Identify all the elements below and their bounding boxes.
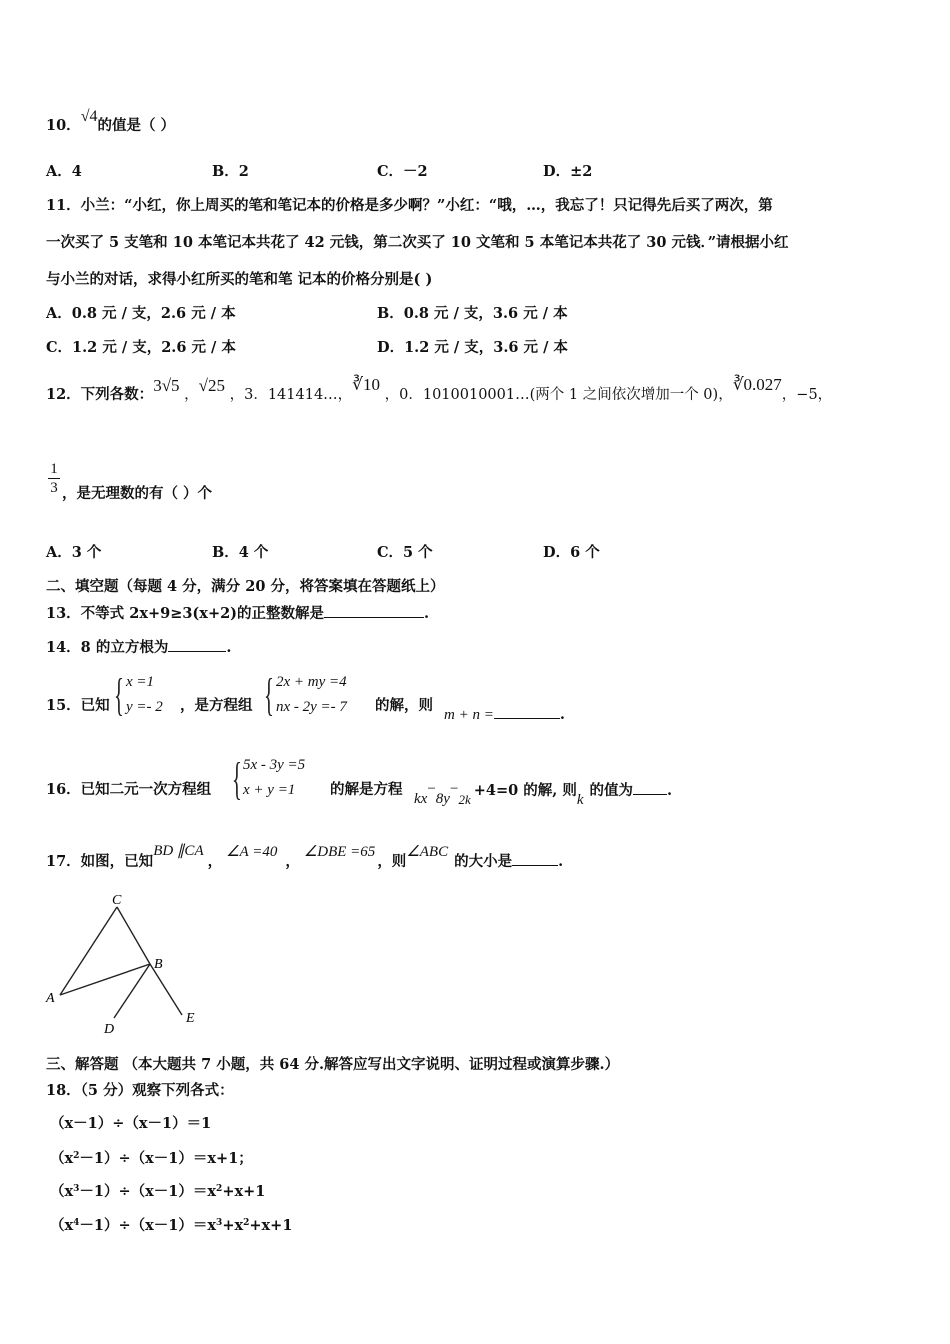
- q16-mid: 的解是方程: [330, 781, 403, 798]
- segment-cb: [117, 907, 150, 964]
- point-e-label: E: [186, 1011, 195, 1026]
- q15-pre: 15．已知: [46, 697, 110, 714]
- q16-brace: {: [232, 753, 242, 804]
- q11-option-b: B．0.8 元 / 支，3.6 元 / 本: [377, 305, 568, 322]
- q12-option-a: A．3 个: [46, 544, 102, 561]
- q11-line3: 与小兰的对话，求得小红所买的笔和笔 记本的价格分别是( ): [46, 271, 433, 288]
- q15-system-2: 2x + my =4 nx - 2y =- 7: [276, 674, 347, 715]
- section-2-heading: 二、填空题（每题 4 分，满分 20 分，将答案填在答题纸上）: [46, 578, 445, 595]
- q10-stem: 10．√4的值是（ ）: [46, 108, 176, 134]
- q12-option-c: C．5 个: [377, 544, 433, 561]
- q13: 13．不等式 2x+9≥3(x+2)的正整数解是 .: [46, 605, 430, 622]
- q11-line2: 一次买了 5 支笔和 10 本笔记本共花了 42 元钱，第二次买了 10 文笔和 5 本笔记本共花了 30 元钱．”请根据小红: [46, 234, 789, 251]
- q11-option-a: A．0.8 元 / 支，2.6 元 / 本: [46, 305, 236, 322]
- cbrt-0027: ∛0.027: [732, 375, 782, 394]
- q18-title: 18．（5 分）观察下列各式：: [46, 1082, 234, 1099]
- q10-option-c: C．－2: [377, 163, 428, 180]
- sqrt-25: √25: [198, 376, 225, 395]
- q18-eq1: （x－1）÷（x－1）＝1: [50, 1115, 212, 1132]
- q10-option-d: D．±2: [543, 163, 593, 180]
- q12-option-b: B．4 个: [212, 544, 269, 561]
- q14: 14．8 的立方根为 .: [46, 639, 232, 656]
- q15-system-1: x =1 y =- 2: [126, 674, 163, 715]
- point-b-label: B: [154, 957, 163, 972]
- section-3-heading: 三、解答题 （本大题共 7 小题，共 64 分.解答应写出文字说明、证明过程或演算步骤.）: [46, 1056, 620, 1073]
- point-d-label: D: [104, 1022, 115, 1037]
- three-sqrt-5: 3√5: [153, 376, 180, 395]
- segment-ab: [60, 964, 150, 995]
- segment-bd: [114, 964, 150, 1018]
- q15-answer: m + n = .: [444, 706, 565, 723]
- q16-system: 5x - 3y =5 x + y =1: [243, 757, 306, 798]
- q18-eq3: $(x^3-1)\div(x-1)=x^2+x+1$: [50, 1183, 266, 1200]
- cbrt-10: ∛10: [352, 375, 381, 394]
- q16-equation: kx−8y−2k+4=0 的解, 则k的值为 .: [414, 781, 673, 808]
- q12-option-d: D．6 个: [543, 544, 600, 561]
- q15-mid: ，是方程组: [180, 697, 253, 714]
- fraction-one-third: 1 3: [48, 460, 60, 497]
- q15-post: 的解，则: [375, 697, 433, 714]
- q15-brace-1: {: [114, 669, 124, 720]
- segment-ca: [60, 907, 117, 995]
- q17: 17．如图，已知BD ∥CA，∠A =40，∠DBE =65，则∠ABC的大小是 .: [46, 843, 564, 870]
- q11-option-c: C．1.2 元 / 支，2.6 元 / 本: [46, 339, 236, 356]
- q10-option-b: B．2: [212, 163, 249, 180]
- point-a-label: A: [46, 991, 55, 1006]
- q18-eq2: $(x^2-1)\div(x-1)=x+1$；: [50, 1150, 253, 1167]
- q11-option-d: D．1.2 元 / 支，3.6 元 / 本: [377, 339, 568, 356]
- point-c-label: C: [112, 893, 122, 908]
- q16-pre: 16．已知二元一次方程组: [46, 781, 212, 798]
- sqrt-4: √4: [80, 108, 98, 125]
- q15-brace-2: {: [264, 669, 274, 720]
- geometry-figure: [40, 888, 220, 1040]
- q10-option-a: A．4: [46, 163, 82, 180]
- q18-eq4: $(x^4-1)\div(x-1)=x^3+x^2+x+1$: [50, 1217, 293, 1234]
- q11-line1: 11．小兰：“小红，你上周买的笔和笔记本的价格是多少啊？”小红：“哦，…，我忘了！只记得先后买了两次，第: [46, 197, 773, 214]
- q12-tail: ，是无理数的有（ ）个: [62, 485, 213, 502]
- q12-stem: 12．下列各数：3√5 ，√25 ，3．141414…，∛10 ，0．1010010001…(两个 1 之间依次增加一个 0)，∛0.027，−5，: [46, 375, 833, 403]
